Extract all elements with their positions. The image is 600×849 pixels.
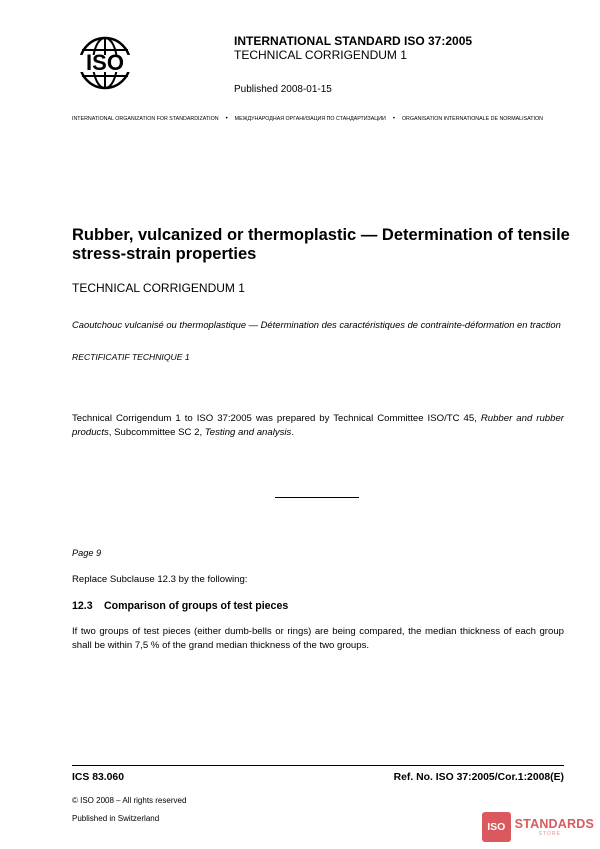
- section-heading: [72, 600, 288, 612]
- french-rectificatif: RECTIFICATIF TECHNIQUE 1: [72, 352, 190, 362]
- store-logo-sub: STORE: [538, 830, 561, 837]
- ics-code: ICS 83.060: [72, 772, 124, 783]
- section-number: 12.3: [72, 600, 93, 612]
- technical-corrigendum-label: TECHNICAL CORRIGENDUM 1: [72, 281, 245, 295]
- section-body: If two groups of test pieces (either dumb-bells or rings) are being compared, the median thickness of each group shall be within 7,5 % of the grand median thickness of the two groups.: [72, 626, 564, 651]
- separator-rule: [275, 497, 359, 498]
- intro-text: .: [291, 426, 295, 438]
- intro-committee-name: Rubber and rubber products: [72, 413, 564, 438]
- section-title: Comparison of groups of test pieces: [104, 600, 289, 612]
- corrigendum-label: TECHNICAL CORRIGENDUM 1: [234, 48, 407, 62]
- published-in: Published in Switzerland: [72, 814, 160, 823]
- org-separator: •: [392, 116, 395, 122]
- published-date: Published 2008-01-15: [234, 84, 332, 95]
- org-separator: •: [225, 116, 228, 122]
- intro-paragraph: [72, 412, 564, 439]
- intro-subcommittee-name: Testing and analysis: [204, 426, 292, 438]
- french-title: Caoutchouc vulcanisé ou thermoplastique — Détermination des caractéristiques de contrainte-déformation en traction: [72, 319, 561, 330]
- iso-standards-store-logo: [482, 812, 594, 842]
- store-logo-box: ISO: [482, 812, 511, 842]
- replace-instruction: Replace Subclause 12.3 by the following:: [72, 574, 248, 585]
- intro-text: , Subcommittee SC 2,: [108, 426, 205, 438]
- page-reference: Page 9: [72, 548, 102, 558]
- org-name-fr: ORGANISATION INTERNATIONALE DE NORMALISATION: [401, 116, 543, 122]
- standard-title: INTERNATIONAL STANDARD ISO 37:2005: [234, 34, 473, 48]
- org-name-en: INTERNATIONAL ORGANIZATION FOR STANDARDIZATION: [72, 116, 219, 122]
- iso-logo: [72, 36, 138, 90]
- reference-number: Ref. No. ISO 37:2005/Cor.1:2008(E): [393, 772, 564, 783]
- intro-text: Technical Corrigendum 1 to ISO 37:2005 was prepared by Technical Committee ISO/TC 45,: [72, 413, 481, 424]
- copyright-notice: © ISO 2008 – All rights reserved: [72, 796, 187, 805]
- store-logo-name: STANDARDS: [514, 816, 594, 831]
- document-title: Rubber, vulcanized or thermoplastic — Determination of tensile stress-strain properties: [72, 226, 570, 263]
- store-logo-text: [515, 818, 594, 837]
- organization-names: [72, 116, 564, 122]
- iso-logo-text: ISO: [86, 50, 124, 75]
- org-name-ru: МЕЖДУНАРОДНАЯ ОРГАНИЗАЦИЯ ПО СТАНДАРТИЗАЦИИ: [234, 116, 386, 122]
- footer-rule: [72, 765, 564, 766]
